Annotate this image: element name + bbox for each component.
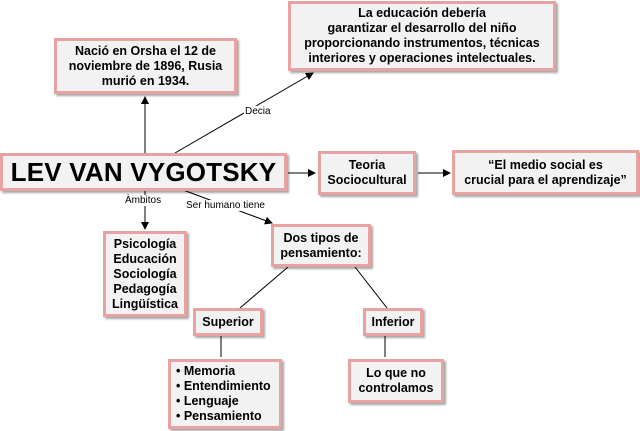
edge-label-decia: Decia [245, 106, 271, 117]
node-quote [452, 150, 639, 195]
birth-line-2: noviembre de 1896, Rusia [68, 58, 223, 73]
thinking-line-1: Dos tipos de [283, 230, 359, 245]
education-line-3: proporcionando instrumentos, técnicas [304, 36, 540, 50]
education-line-2: garantizar el desarrollo del niño [327, 21, 517, 35]
ambits-item: Psicología [113, 236, 177, 251]
node-superior: Superior [193, 308, 263, 336]
birth-line-1: Nació en Orsha el 12 de [74, 43, 217, 58]
node-superior-list [168, 359, 282, 429]
theory-line-1: Teoria [348, 158, 386, 172]
list-item: • Lenguaje [176, 394, 239, 408]
list-item: • Pensamiento [176, 409, 262, 423]
edge-thinking-inferior [355, 267, 387, 308]
inferior-desc-line-2: controlamos [358, 381, 434, 395]
quote-line-1: “El medio social es [488, 157, 603, 172]
education-line-4: interiores y operaciones intelectuales. [308, 51, 536, 65]
list-item: • Memoria [176, 364, 236, 378]
node-center-title: LEV VAN VYGOTSKY [0, 153, 287, 191]
node-birth [54, 38, 237, 94]
theory-line-2: Sociocultural [327, 173, 407, 187]
ambits-item: Lingüística [112, 296, 178, 311]
node-ambits [103, 231, 187, 317]
edge-label-ambitos: Àmbitos [125, 195, 162, 206]
inferior-desc-line-1: Lo que no [366, 366, 426, 380]
thinking-line-2: pensamiento: [280, 245, 362, 260]
edge-thinking-superior [240, 267, 288, 308]
birth-line-3: murió en 1934. [101, 73, 190, 88]
ambits-item: Educación [113, 251, 177, 266]
ambits-item: Pedagogía [113, 281, 177, 296]
education-line-1: La educación debería [358, 6, 486, 20]
node-education [288, 1, 556, 71]
superior-list [176, 364, 271, 424]
node-thinking [271, 224, 371, 267]
ambits-item: Sociología [113, 266, 177, 281]
list-item: • Entendimiento [176, 379, 271, 393]
edge-label-ser-humano: Ser humano tiene [186, 200, 265, 211]
node-theory [318, 151, 416, 195]
node-inferior: Inferior [363, 308, 423, 336]
quote-line-2: crucial para el aprendizaje” [464, 172, 627, 187]
node-inferior-desc [348, 359, 444, 403]
